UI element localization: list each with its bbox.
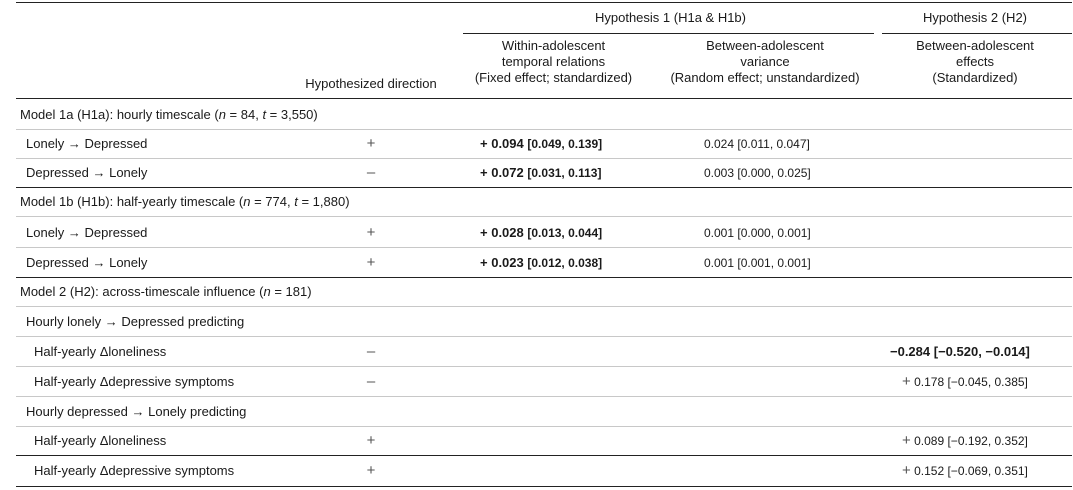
row-label: Half-yearly Δdepressive symptoms	[34, 374, 235, 389]
random-variance: 0.024 [0.011, 0.047]	[704, 137, 810, 151]
subsection-hourly-lonely: Hourly lonely → Depressed predicting	[26, 314, 245, 329]
section-model-1b: Model 1b (H1b): half-yearly timescale (n = 774, t = 1,880)	[20, 194, 350, 209]
fixed-effect: + 0.072 [0.031, 0.113]	[480, 165, 602, 180]
between-effect: + 0.152 [−0.069, 0.351]	[902, 462, 1028, 479]
direction-sign: –	[366, 373, 376, 390]
header-direction: Hypothesized direction	[305, 76, 437, 91]
between-effect: + 0.178 [−0.045, 0.385]	[902, 373, 1028, 390]
header-between-variance: Between-adolescent variance (Random effect; unstandardized)	[670, 38, 860, 85]
h1-underline	[463, 33, 874, 34]
table-bottom-rule	[16, 486, 1072, 487]
direction-sign: +	[366, 254, 376, 271]
header-within: Within-adolescent temporal relations (Fixed effect; standardized)	[474, 38, 633, 85]
header-hypothesis-1: Hypothesis 1 (H1a & H1b)	[594, 10, 746, 25]
row-label: Half-yearly Δloneliness	[34, 344, 167, 359]
direction-sign: +	[366, 224, 376, 241]
section-model-1a: Model 1a (H1a): hourly timescale (n = 84, t = 3,550)	[20, 107, 318, 122]
table-top-rule	[16, 2, 1072, 3]
row-label: Lonely → Depressed	[26, 136, 148, 151]
row-label: Half-yearly Δloneliness	[34, 433, 167, 448]
header-hypothesis-2: Hypothesis 2 (H2)	[922, 10, 1028, 25]
row-label: Depressed → Lonely	[26, 255, 148, 270]
between-effect: + 0.089 [−0.192, 0.352]	[902, 432, 1028, 449]
divider	[16, 216, 1072, 217]
direction-sign: –	[366, 343, 376, 360]
random-variance: 0.003 [0.000, 0.025]	[704, 166, 811, 180]
subsection-hourly-depressed: Hourly depressed → Lonely predicting	[26, 404, 247, 419]
header-between-effects: Between-adolescent effects (Standardized)	[916, 38, 1034, 85]
random-variance: 0.001 [0.001, 0.001]	[704, 256, 811, 270]
section-model-2: Model 2 (H2): across-timescale influence (n = 181)	[20, 284, 312, 299]
h2-underline	[882, 33, 1072, 34]
direction-sign: +	[366, 432, 376, 449]
fixed-effect: + 0.094 [0.049, 0.139]	[480, 136, 603, 151]
row-label: Half-yearly Δdepressive symptoms	[34, 463, 235, 478]
random-variance: 0.001 [0.000, 0.001]	[704, 226, 811, 240]
row-label: Lonely → Depressed	[26, 225, 148, 240]
fixed-effect: + 0.023 [0.012, 0.038]	[480, 255, 603, 270]
direction-sign: +	[366, 135, 376, 152]
direction-sign: +	[366, 462, 376, 479]
row-label: Depressed → Lonely	[26, 165, 148, 180]
header-bottom-rule	[16, 98, 1072, 99]
results-table	[16, 0, 1072, 490]
fixed-effect: + 0.028 [0.013, 0.044]	[480, 225, 603, 240]
between-effect: −0.284 [−0.520, −0.014]	[890, 344, 1030, 359]
direction-sign: –	[366, 164, 376, 181]
